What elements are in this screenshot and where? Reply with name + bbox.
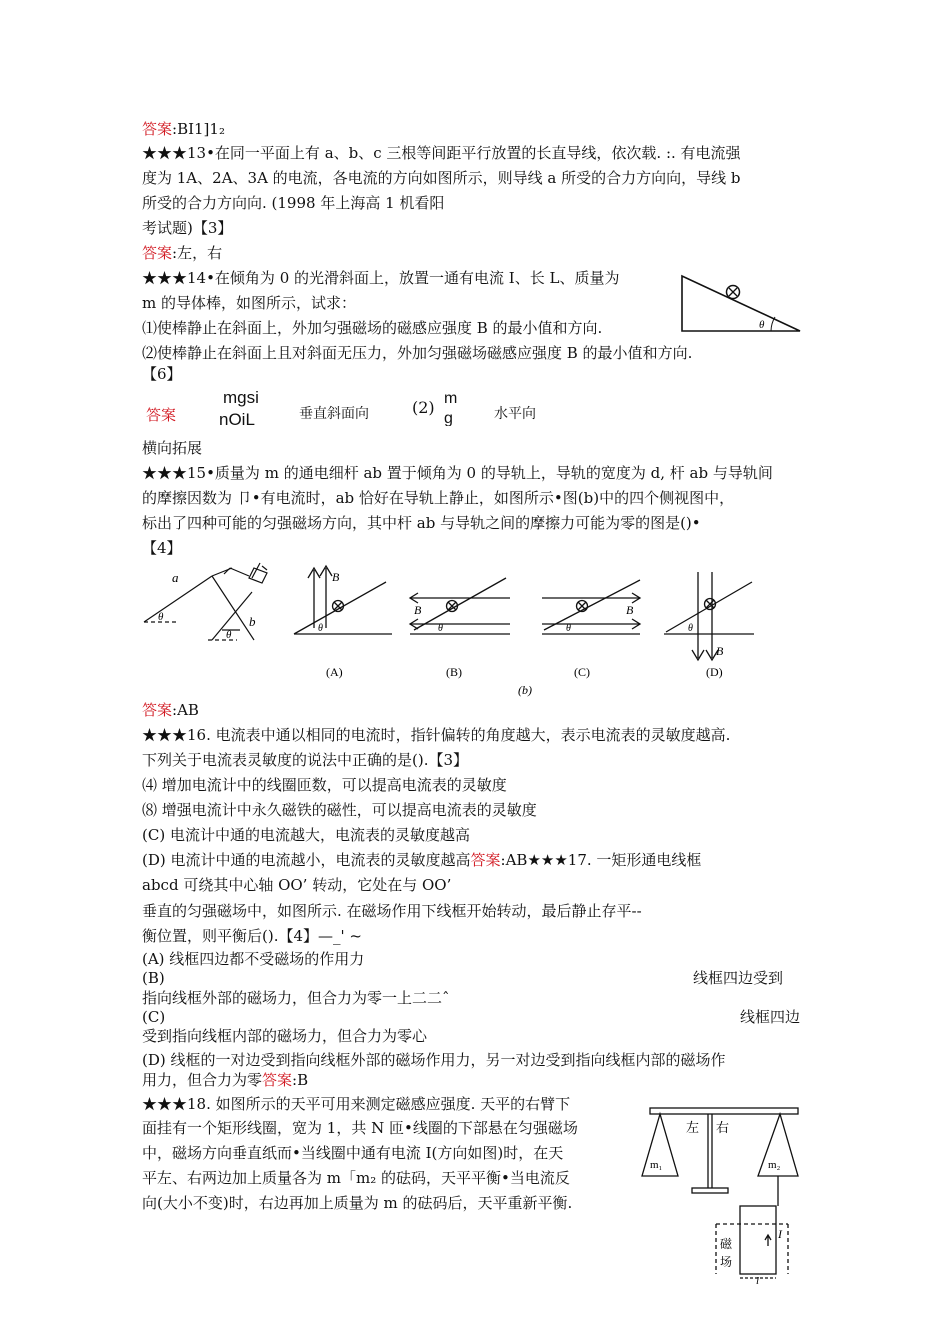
q17-option-d-cont	[142, 1070, 308, 1090]
subfigure-label: (b)	[518, 683, 532, 697]
q14-line-2: m 的导体棒，如图所示，试求：	[142, 294, 356, 312]
right-label: 右	[716, 1120, 730, 1135]
q17-option-b-text: 线框四边受到	[693, 969, 784, 987]
direction-2: 水平向	[494, 406, 536, 422]
angle-label: θ	[759, 319, 765, 331]
q17-option-a: (A) 线框四边都不受磁场的作用力	[142, 950, 365, 968]
q17-option-b-label: (B)	[142, 969, 165, 987]
q14-score: 【6】	[142, 365, 182, 383]
width-label: l	[756, 1275, 760, 1284]
answer-label: 答案	[262, 1071, 293, 1089]
option-text: (D) 电流计中通的电流越小，电流表的灵敏度越高	[142, 851, 471, 869]
q18-line-3: 中，磁场方向垂直纸而•当线圈中通有电流 I(方向如图)时，在天	[142, 1144, 564, 1162]
field-label: B	[716, 644, 724, 658]
field-label: B	[332, 570, 340, 584]
answer-label: 答案	[142, 701, 173, 719]
q13-line-2: 度为 1A、2A、3A 的电流，各电流的方向如图所示，则导线 a 所受的合力方向向，导线 b	[142, 169, 741, 187]
point-b-label: b	[249, 614, 256, 629]
q15-line-1: ★★★15•质量为 m 的通电细杆 ab 置于倾角为 0 的导轨上，导轨的宽度为 d, 杆 ab 与导轨间	[142, 464, 773, 482]
angle-label: θ	[688, 623, 693, 634]
part-number: (2)	[412, 398, 435, 417]
q15-score: 【4】	[142, 539, 182, 557]
q17-line-2: 垂直的匀强磁场中，如图所示. 在磁场作用下线框开始转动，最后静止存平--	[142, 902, 642, 920]
current-label: I	[778, 1227, 782, 1241]
angle-label: θ	[318, 623, 323, 634]
answer-label: 答案	[146, 406, 177, 424]
q16-line-2: 下列关于电流表灵敏度的说法中正确的是().【3】	[142, 751, 469, 769]
q17-line-1: abcd 可绕其中心轴 OO’ 转动，它处在与 OO’	[142, 876, 452, 894]
answer-line-13	[142, 243, 222, 263]
view-d	[664, 572, 754, 660]
incline-triangle	[682, 276, 800, 331]
angle-label: θ	[158, 611, 164, 623]
answer-label: 答案	[470, 851, 501, 869]
q13-line-3: 所受的合力方向向. (1998 年上海高 1 机看阳	[142, 194, 445, 212]
q17-option-d: (D) 线框的一对边受到指向线框外部的磁场作用力，另一对边受到指向线框内部的磁场作	[142, 1051, 726, 1069]
option-text: 用力，但合力为零	[142, 1071, 263, 1089]
answer-text: :B	[292, 1071, 309, 1089]
answer-label: 答案	[142, 120, 173, 138]
fraction-denominator: nOiL	[219, 410, 255, 426]
q16-option-d	[142, 850, 701, 870]
angle-label: θ	[438, 623, 443, 634]
q15-figure	[142, 558, 754, 698]
balance-base	[692, 1188, 728, 1193]
incline-figure	[676, 270, 804, 336]
q17-option-c-label: (C)	[142, 1008, 166, 1026]
q14-part-1: ⑴使棒静止在斜面上，外加匀强磁场的磁感应强度 B 的最小值和方向.	[142, 319, 603, 337]
caption-c: (C)	[574, 665, 590, 679]
q17-option-c-cont: 受到指向线框内部的磁场力，但合力为零心	[142, 1027, 428, 1045]
q18-line-4: 平左、右两边加上质量各为 m「m₂ 的砝码，天平平衡•当电流反	[142, 1169, 570, 1187]
q13-line-1: ★★★13•在同一平面上有 a、b、c 三根等间距平行放置的长直导线，依次载. :. 有电流强	[142, 144, 741, 162]
q14-part-2: ⑵使棒静止在斜面上且对斜面无压力，外加匀强磁场磁感应强度 B 的最小值和方向.	[142, 344, 693, 362]
fraction-m: m	[444, 390, 458, 407]
answer-text: :AB★★★17. 一矩形通电线框	[500, 851, 702, 869]
q18-line-5: 向(大小不变)时，右边再加上质量为 m 的砝码后，天平重新平衡.	[142, 1194, 573, 1212]
answer-text: :BI1]1₂	[172, 120, 225, 138]
q16-option-a: ⑷ 增加电流计中的线圈匝数，可以提高电流表的灵敏度	[142, 776, 507, 794]
q16-line-1: ★★★16. 电流表中通以相同的电流时，指针偏转的角度越大，表示电流表的灵敏度越高.	[142, 726, 731, 744]
fraction-numerator: mgsi	[223, 388, 259, 407]
balance-beam	[650, 1108, 798, 1114]
caption-d: (D)	[706, 665, 723, 679]
q16-option-b: ⑻ 增强电流计中永久磁铁的磁性，可以提高电流表的灵敏度	[142, 801, 537, 819]
q17-option-c-text: 线框四边	[740, 1008, 801, 1026]
angle-label: θ	[566, 623, 571, 634]
view-a	[294, 566, 392, 634]
answer-14-block	[142, 384, 562, 426]
q18-line-2: 面挂有一个矩形线圈，宽为 1，共 N 匝•线圈的下部悬在匀强磁场	[142, 1119, 578, 1137]
mass-1-label: m₁	[650, 1159, 663, 1171]
field-label-1: 磁	[720, 1237, 733, 1251]
q13-line-4: 考试题)【3】	[142, 219, 233, 237]
q15-line-3: 标出了四种可能的匀强磁场方向，其中杆 ab 与导轨之间的摩擦力可能为零的图是()•	[142, 514, 701, 532]
q16-option-c: (C) 电流计中通的电流越大，电流表的灵敏度越高	[142, 826, 470, 844]
answer-line-12	[142, 119, 225, 139]
field-label-2: 场	[720, 1255, 733, 1269]
answer-label: 答案	[142, 244, 173, 262]
mass-2-label: m₂	[768, 1159, 781, 1171]
angle-label: θ	[226, 629, 232, 641]
left-label: 左	[686, 1120, 700, 1135]
direction-1: 垂直斜面向	[299, 406, 369, 422]
q18-line-1: ★★★18. 如图所示的天平可用来测定磁感应强度. 天平的右臂下	[142, 1095, 571, 1113]
caption-a: (A)	[326, 665, 343, 679]
q15-line-2: 的摩擦因数为 卩•有电流时，ab 恰好在导轨上静止，如图所示•图(b)中的四个侧视图中，	[142, 489, 735, 507]
caption-b: (B)	[446, 665, 462, 679]
q17-line-3: 衡位置，则平衡后().【4】—_' ~	[142, 927, 362, 945]
answer-line-15	[142, 700, 199, 720]
field-label: B	[626, 603, 634, 617]
q17-option-b-cont: 指向线框外部的磁场力，但合力为零一上二二ˆ	[142, 989, 450, 1007]
view-b	[410, 578, 510, 634]
balance-figure	[640, 1098, 804, 1284]
section-heading: 横向拓展	[142, 439, 203, 457]
answer-text: :左，右	[172, 244, 223, 262]
field-label: B	[414, 603, 422, 617]
q14-line-1: ★★★14•在倾角为 0 的光滑斜面上，放置一通有电流 I、长 L、质量为	[142, 269, 620, 287]
point-a-label: a	[172, 570, 179, 585]
answer-text: :AB	[172, 701, 199, 719]
fraction-g: g	[444, 410, 453, 426]
battery-box	[249, 568, 267, 583]
